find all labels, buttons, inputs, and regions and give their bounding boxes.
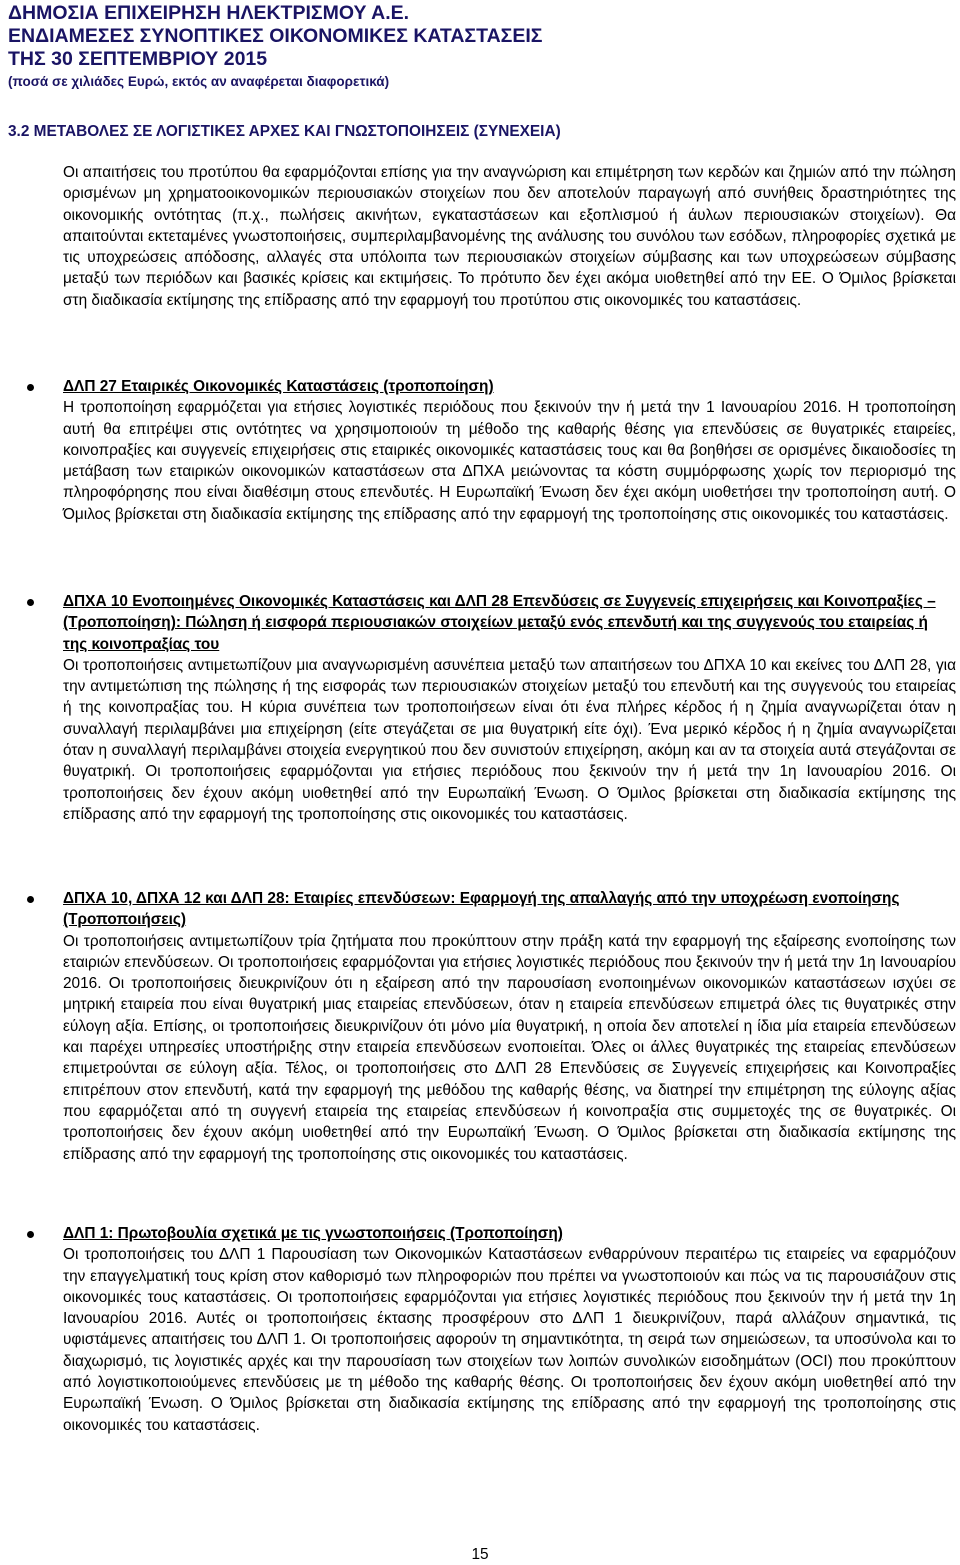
page-number: 15 [471,1546,489,1563]
company-name: ΔΗΜΟΣΙΑ ΕΠΙΧΕΙΡΗΣΗ ΗΛΕΚΤΡΙΣΜΟΥ Α.Ε. [8,2,410,24]
list-item-title [63,591,956,655]
document-header [8,2,948,93]
list-item-title-text: ΔΛΠ 1: Πρωτοβουλία σχετικά με τις γνωστοποιήσεις (Τροποποίηση) [63,1225,563,1242]
bullet-icon [27,599,34,606]
list-item-text: Οι τροποποιήσεις του ΔΛΠ 1 Παρουσίαση των Οικονομικών Καταστάσεων ενθαρρύνουν περαιτέρω τις εταιρείες να εφαρμόζουν την επαγγελματική τους κρίση στον καθορισμό των πληροφοριών που πρέπει να γνωστοποιούν και πώς να τις παρουσιάζουν στις οικονομικές τους καταστάσεις. Οι τροποποιήσεις εφαρμόζονται για ετήσιες λογιστικές περιόδους που ξεκινούν την ή μετά την 1η Ιανουαρίου 2016. Αυτές οι τροποποιήσεις έκτασης προσφέρουν στο ΔΛΠ 1 διευκρινίζουν, παρά αλλάζουν σημαντικά, τις υφιστάμενες απαιτήσεις του ΔΛΠ 1. Οι τροποποιήσεις αφορούν τη σημαντικότητα, τη σειρά των σημειώσεων, τα υποσύνολα και το διαχωρισμό, τις λογιστικές αρχές και την παρουσίαση των στοιχείων των λοιπών συνολικών εισοδημάτων (OCI) που προκύπτουν από λογιστικοποιούμενες επενδύσεις με τη μέθοδο της καθαρής θέσης. Οι τροποποιήσεις δεν έχουν ακόμη υιοθετηθεί από την Ευρωπαϊκή Ένωση. Ο Όμιλος βρίσκεται στη διαδικασία εκτίμησης της επίδρασης από την εφαρμογή της τροποποίησης στις οικονομικές του καταστάσεις. [63,1246,956,1434]
list-item-title [63,888,956,931]
list-item-title-text: ΔΠΧΑ 10 Ενοποιημένες Οικονομικές Καταστάσεις και ΔΛΠ 28 Επενδύσεις σε Συγγενείς επιχειρήσεις και Κοινοπραξίες – (Τροποποίηση): Πώληση ή εισφορά περιουσιακών στοιχείων μεταξύ ενός επενδυτή και της συγγενούς του εταιρείας ή της κοινοπραξίας του [63,593,936,653]
list-item-text: Η τροποποίηση εφαρμόζεται για ετήσιες λογιστικές περιόδους που ξεκινούν την ή μετά την 1 Ιανουαρίου 2016. Η τροποποίηση αυτή θα επιτρέψει στις οντότητες να χρησιμοποιούν τη μέθοδο της καθαρής θέσης για επενδύσεις σε θυγατρικές εταιρείες, κοινοπραξίες και συγγενείς επιχειρήσεις στις εταιρικές οικονομικές καταστάσεις τους και θα βοηθήσει σε ορισμένες δικαιοδοσίες τη μετάβαση των εταιρικών οικονομικών καταστάσεων στα ΔΠΧΑ μειώνοντας τα κόστη συμμόρφωσης χωρίς τον περιορισμό της πληροφόρησης που είναι διαθέσιμη στους επενδυτές. Η Ευρωπαϊκή Ένωση δεν έχει ακόμη υιοθετήσει την τροποποίηση αυτή. Ο Όμιλος βρίσκεται στη διαδικασία εκτίμησης της επίδρασης από την εφαρμογή της τροποποίησης στις οικονομικές του καταστάσεις. [63,399,956,523]
statement-title: ΕΝΔΙΑΜΕΣΕΣ ΣΥΝΟΠΤΙΚΕΣ ΟΙΚΟΝΟΜΙΚΕΣ ΚΑΤΑΣΤΑΣΕΙΣ [8,25,543,47]
list-item-body [63,591,956,825]
list-item-title [63,1223,956,1244]
list-item-body [63,376,956,525]
list-item-title [63,376,956,397]
list-item-text: Οι τροποποιήσεις αντιμετωπίζουν τρία ζητήματα που προκύπτουν στην πράξη κατά την εφαρμογή της εξαίρεσης ενοποίησης των εταιριών επενδύσεων. Οι τροποποιήσεις εφαρμόζονται για ετήσιες λογιστικές περιόδους που ξεκινούν την ή μετά την 1η Ιανουαρίου 2016. Οι τροποποιήσεις διευκρινίζουν ότι η εξαίρεση από την παρουσίαση ενοποιημένων οικονομικών καταστάσεων ισχύει σε μητρική εταιρεία που είναι θυγατρική μιας εταιρείας επενδύσεων, όταν η εταιρεία επενδύσεων επιμετρά όλες τις θυγατρικές στην εύλογη αξία. Επίσης, οι τροποποιήσεις διευκρινίζουν ότι μόνο μία θυγατρική, η οποία δεν αποτελεί η ίδια μία εταιρεία επενδύσεων και παρέχει υπηρεσίες υποστήριξης στην εταιρεία επενδύσεων ενοποιείται. Όλες οι άλλες θυγατρικές της εταιρείας επενδύσεων επιμετρούνται σε εύλογη αξία. Τέλος, οι τροποποιήσεις στο ΔΛΠ 28 Επενδύσεις σε Συγγενείς επιχειρήσεις και Κοινοπραξίες επιτρέπουν στον επενδυτή, κατά την εφαρμογή της μεθόδου της καθαρής θέσης, να διατηρεί την επιμέτρηση της εύλογης αξίας που εφαρμόζεται από τη συγγενή εταιρεία της εταιρείας επενδύσεων ή κοινοπραξία στις συμμετοχές της σε θυγατρικές. Οι τροποποιήσεις δεν έχουν ακόμη υιοθετηθεί από την Ευρωπαϊκή Ένωση. Ο Όμιλος βρίσκεται στη διαδικασία εκτίμησης της επίδρασης από την εφαρμογή της τροποποίησης στις οικονομικές του καταστάσεις. [63,932,956,1163]
list-item-title-text: ΔΠΧΑ 10, ΔΠΧΑ 12 και ΔΛΠ 28: Εταιρίες επενδύσεων: Εφαρμογή της απαλλαγής από την υποχρέωση ενοποίησης (Τροποποιήσεις) [63,890,900,929]
statement-date: ΤΗΣ 30 ΣΕΠΤΕΜΒΡΙΟΥ 2015 [8,48,268,70]
list-item-body [63,1223,956,1436]
intro-paragraph: Οι απαιτήσεις του προτύπου θα εφαρμόζονται επίσης για την αναγνώριση και επιμέτρηση των κερδών και ζημιών από την πώληση ορισμένων μη χρηματοοικονομικών περιουσιακών στοιχείων που δεν αποτελούν παραγωγή από συνήθεις δραστηριότητες της οικονομικής οντότητας (π.χ., πωλήσεις ακινήτων, εγκαταστάσεων και εξοπλισμού ή άυλων περιουσιακών στοιχείων). Θα απαιτούνται εκτεταμένες γνωστοποιήσεις, συμπεριλαμβανομένης της ανάλυσης του συνόλου των εσόδων, πληροφορίες σχετικά με τις υποχρεώσεις απόδοσης, αλλαγές στα υπόλοιπα των περιουσιακών στοιχείων σύμβασης και των υποχρεώσεων σύμβασης μεταξύ των περιόδων και βασικές κρίσεις και εκτιμήσεις. Το πρότυπο δεν έχει ακόμα υιοθετηθεί από την ΕΕ. Ο Όμιλος βρίσκεται στη διαδικασία εκτίμησης της επίδρασης από την εφαρμογή του προτύπου στις οικονομικές του καταστάσεις. [63,164,956,309]
section-title: 3.2 ΜΕΤΑΒΟΛΕΣ ΣΕ ΛΟΓΙΣΤΙΚΕΣ ΑΡΧΕΣ ΚΑΙ ΓΝΩΣΤΟΠΟΙΗΣΕΙΣ (ΣΥΝΕΧΕΙΑ) [8,123,561,140]
bullet-icon [27,1231,34,1238]
bullet-icon [27,896,34,903]
list-item-body [63,888,956,1165]
list-item-text: Οι τροποποιήσεις αντιμετωπίζουν μια αναγνωρισμένη ασυνέπεια μεταξύ των απαιτήσεων του ΔΠΧΑ 10 και εκείνες του ΔΛΠ 28, για την αντιμετώπιση της πώλησης ή της εισφοράς των περιουσιακών στοιχείων μεταξύ του επενδυτή και της συγγενούς του εταιρείας ή της κοινοπραξίας του. Η κύρια συνέπεια των τροποποιήσεων είναι ότι ένα πλήρες κέρδος ή η ζημία αναγνωρίζεται όταν η συναλλαγή περιλαμβάνει μια επιχείρηση (είτε στεγάζεται σε μια θυγατρική είτε όχι). Ένα μερικό κέρδος ή η ζημία αναγνωρίζεται όταν η συναλλαγή περιλαμβάνει στοιχεία ενεργητικού που δεν συνιστούν επιχείρηση, ακόμη και αν τα στοιχεία αυτά στεγάζονται σε θυγατρική. Οι τροποποιήσεις εφαρμόζονται για ετήσιες περιόδους που ξεκινούν την ή μετά την 1η Ιανουαρίου 2016. Οι τροποποιήσεις δεν έχουν ακόμη υιοθετηθεί από την Ευρωπαϊκή Ένωση. Ο Όμιλος βρίσκεται στη διαδικασία εκτίμησης της επίδρασης από την εφαρμογή της τροποποίησης στις οικονομικές του καταστάσεις. [63,656,956,823]
bullet-icon [27,384,34,391]
amounts-note: (ποσά σε χιλιάδες Ευρώ, εκτός αν αναφέρεται διαφορετικά) [8,74,390,89]
list-item-title-text: ΔΛΠ 27 Εταιρικές Οικονομικές Καταστάσεις (τροποποίηση) [63,378,494,395]
